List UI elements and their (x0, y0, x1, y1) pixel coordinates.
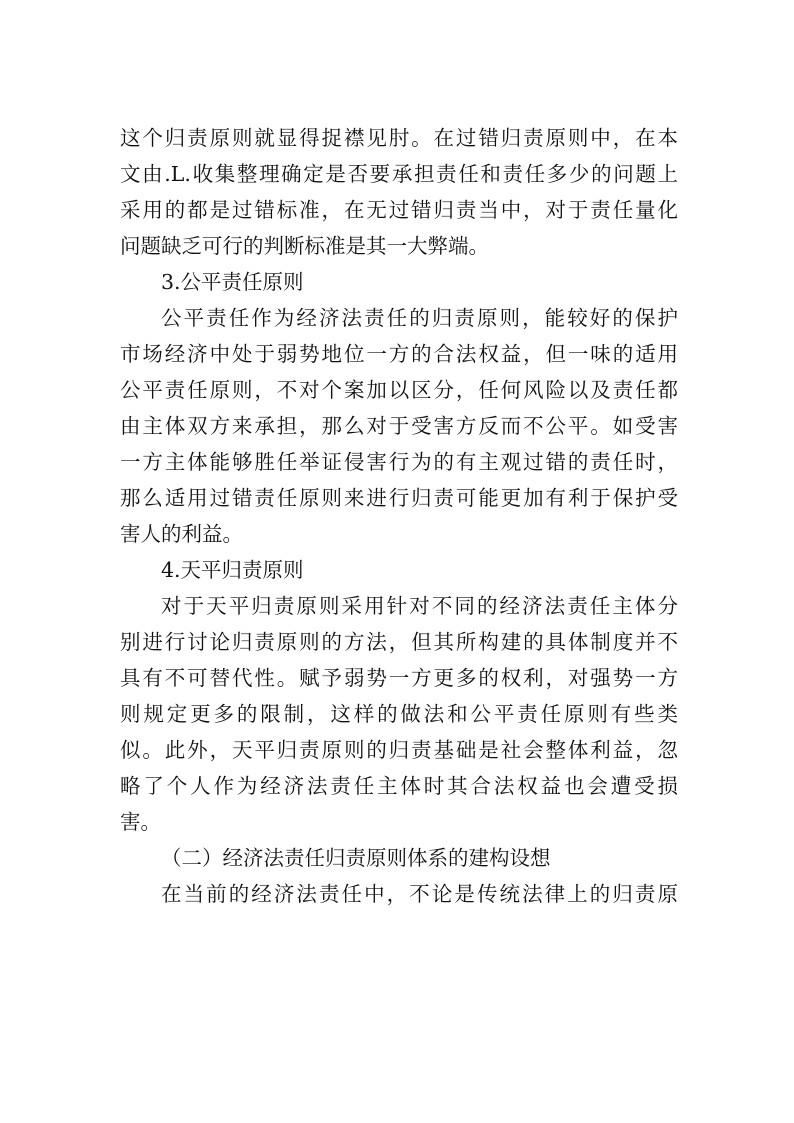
heading-text: 3.公平责任原则 (161, 270, 304, 294)
section-heading-balance-principle (120, 552, 678, 588)
text-line: 对于天平归责原则采用针对不同的经济法责任主体分 (161, 594, 678, 618)
text-line: 则规定更多的限制，这样的做法和公平责任原则有些类 (120, 702, 678, 726)
text-line: 这个归责原则就显得捉襟见肘。在过错归责原则中，在本 (120, 126, 678, 150)
paragraph-fair-liability (120, 300, 678, 552)
text-line: 一方主体能够胜任举证侵害行为的有主观过错的责任时， (120, 450, 678, 474)
paragraph-balance-principle (120, 588, 678, 840)
text-line: 害人的利益。 (120, 522, 243, 546)
section-heading-fair-liability (120, 264, 678, 300)
document-body (120, 120, 678, 912)
text-line: 在当前的经济法责任中，不论是传统法律上的归责原 (161, 882, 678, 906)
paragraph-system-construction (120, 876, 678, 912)
text-line: 似。此外，天平归责原则的归责基础是社会整体利益，忽 (120, 738, 678, 762)
section-heading-system-construction (120, 840, 678, 876)
text-line: 公平责任作为经济法责任的归责原则，能较好的保护 (161, 306, 678, 330)
text-line: 由主体双方来承担，那么对于受害方反而不公平。如受害 (120, 414, 678, 438)
text-line: 具有不可替代性。赋予弱势一方更多的权利，对强势一方 (120, 666, 678, 690)
text-line: 别进行讨论归责原则的方法，但其所构建的具体制度并不 (120, 630, 678, 654)
text-line: 问题缺乏可行的判断标准是其一大弊端。 (120, 234, 489, 258)
paragraph-continuation (120, 120, 678, 264)
text-line: 文由.L.收集整理确定是否要承担责任和责任多少的问题上 (120, 162, 678, 186)
text-line: 市场经济中处于弱势地位一方的合法权益，但一味的适用 (120, 342, 678, 366)
text-line: 害。 (120, 810, 161, 834)
text-line: 采用的都是过错标准，在无过错归责当中，对于责任量化 (120, 198, 678, 222)
text-line: 那么适用过错责任原则来进行归责可能更加有利于保护受 (120, 486, 678, 510)
text-line: 公平责任原则，不对个案加以区分，任何风险以及责任都 (120, 378, 678, 402)
heading-text: 4.天平归责原则 (161, 558, 304, 582)
heading-text: （二）经济法责任归责原则体系的建构设想 (161, 846, 551, 870)
text-line: 略了个人作为经济法责任主体时其合法权益也会遭受损 (120, 774, 678, 798)
